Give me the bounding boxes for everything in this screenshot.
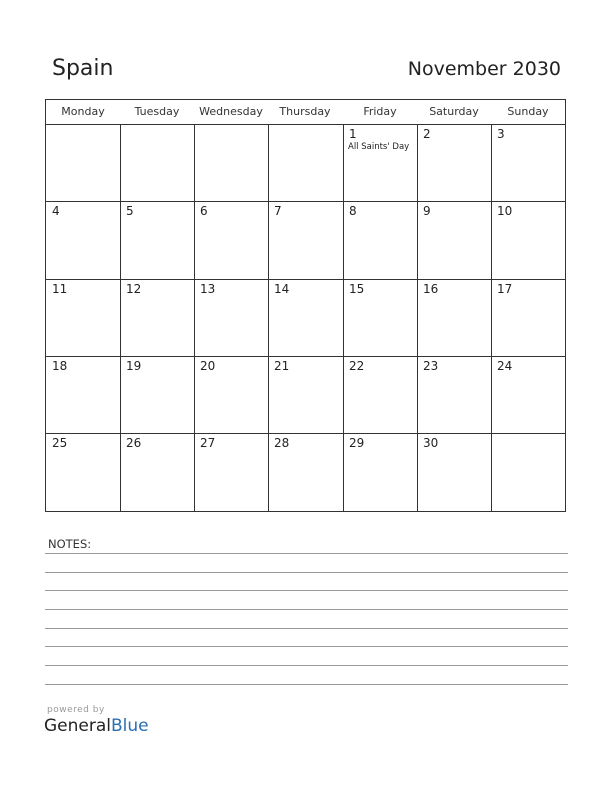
notes-line: [45, 628, 568, 629]
notes-line: [45, 590, 568, 591]
day-cell: [343, 201, 417, 279]
day-number: 18: [52, 359, 68, 373]
day-number: 28: [274, 436, 290, 450]
day-cell: [343, 433, 417, 511]
day-number: 23: [423, 359, 439, 373]
day-number: 10: [497, 204, 513, 218]
day-number: 21: [274, 359, 290, 373]
notes-line: [45, 572, 568, 573]
brand-blue: Blue: [111, 716, 149, 736]
notes-line: [45, 665, 568, 666]
day-cell: [417, 356, 491, 433]
day-number: 22: [349, 359, 365, 373]
day-number: 26: [126, 436, 142, 450]
day-cell: [46, 279, 120, 356]
day-cell: [120, 124, 194, 201]
month-title: November 2030: [407, 58, 561, 80]
day-number: 27: [200, 436, 216, 450]
day-cell: [194, 356, 268, 433]
day-number: 12: [126, 282, 142, 296]
day-cell: [491, 279, 565, 356]
day-number: 17: [497, 282, 513, 296]
day-cell: [491, 356, 565, 433]
day-cell: [491, 201, 565, 279]
weekday-sunday: Sunday: [507, 105, 549, 118]
day-number: 14: [274, 282, 290, 296]
day-number: 24: [497, 359, 513, 373]
day-number: 8: [349, 204, 357, 218]
notes-line: [45, 684, 568, 685]
brand-general: General: [44, 716, 111, 736]
day-number: 16: [423, 282, 439, 296]
day-number: 9: [423, 204, 431, 218]
weekday-tuesday: Tuesday: [134, 105, 180, 118]
day-cell: [194, 201, 268, 279]
day-cell: [46, 433, 120, 511]
day-cell: [268, 124, 343, 201]
weekday-friday: Friday: [363, 105, 397, 118]
day-cell: [46, 124, 120, 201]
generalblue-logo[interactable]: [44, 716, 149, 736]
day-number: 29: [349, 436, 365, 450]
holiday-label: All Saints' Day: [348, 142, 410, 152]
day-number: 30: [423, 436, 439, 450]
weekday-header-row: [46, 100, 565, 125]
notes-line: [45, 646, 568, 647]
day-cell: [194, 124, 268, 201]
weekday-thursday: Thursday: [279, 105, 331, 118]
day-cell: [268, 433, 343, 511]
weekday-saturday: Saturday: [429, 105, 479, 118]
day-cell: [268, 201, 343, 279]
country-title: Spain: [52, 56, 114, 81]
day-cell: [46, 201, 120, 279]
day-cell: [417, 201, 491, 279]
day-cell: [120, 433, 194, 511]
day-number: 11: [52, 282, 68, 296]
day-cell: [417, 124, 491, 201]
day-cell: [417, 279, 491, 356]
day-cell: [491, 433, 565, 511]
day-cell: [46, 356, 120, 433]
powered-by-text: powered by: [47, 705, 105, 715]
day-number: 1: [349, 127, 357, 141]
notes-line: [45, 553, 568, 554]
day-cell: [120, 279, 194, 356]
day-number: 2: [423, 127, 431, 141]
day-number: 4: [52, 204, 60, 218]
day-number: 7: [274, 204, 282, 218]
day-cell: [343, 124, 417, 201]
day-cell: [417, 433, 491, 511]
day-number: 5: [126, 204, 134, 218]
weekday-wednesday: Wednesday: [199, 105, 263, 118]
day-cell: [120, 356, 194, 433]
day-cell: [268, 279, 343, 356]
day-number: 15: [349, 282, 365, 296]
day-number: 20: [200, 359, 216, 373]
weekday-monday: Monday: [61, 105, 105, 118]
day-cell: [120, 201, 194, 279]
day-cell: [343, 279, 417, 356]
day-number: 25: [52, 436, 68, 450]
calendar-grid: [45, 99, 566, 512]
day-cell: [194, 279, 268, 356]
notes-line: [45, 609, 568, 610]
day-number: 6: [200, 204, 208, 218]
day-number: 13: [200, 282, 216, 296]
day-cell: [491, 124, 565, 201]
day-cell: [194, 433, 268, 511]
day-cell: [268, 356, 343, 433]
notes-label: NOTES:: [48, 537, 92, 551]
day-number: 19: [126, 359, 142, 373]
day-number: 3: [497, 127, 505, 141]
day-cell: [343, 356, 417, 433]
